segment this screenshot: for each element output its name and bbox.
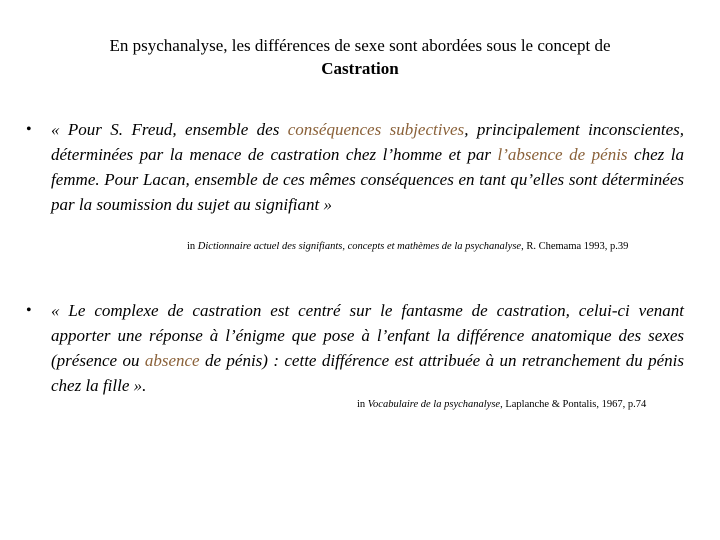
quote-text: chez la femme. Pour Lacan, ensemble de ces mêmes conséquences en tant qu’elles sont déterminées par la soumission du sujet au signifiant »	[51, 145, 684, 214]
ref-suffix: , R. Chemama 1993, p.39	[521, 241, 629, 252]
reference-laplanche-pontalis	[357, 398, 646, 412]
highlight-absence: absence	[144, 351, 200, 370]
bullet-icon: •	[26, 121, 32, 138]
page-title	[0, 34, 720, 80]
bullet-icon: •	[26, 302, 32, 319]
highlight-consequences-subjectives: conséquences subjectives	[287, 120, 465, 139]
quote-text: , principalement inconscientes, déterminées par la menace de castration chez l’homme et par	[51, 120, 684, 164]
highlight-absence-de-penis: l’absence de pénis	[497, 145, 628, 164]
title-line-2: Castration	[321, 59, 399, 78]
reference-chemama	[187, 240, 628, 254]
quote-text: « Pour S. Freud, ensemble des	[51, 120, 288, 139]
ref-work-title: Vocabulaire de la psychanalyse	[367, 399, 501, 410]
quote-text: « Le complexe de castration est centré sur le fantasme de castration, celui-ci venant apporter une réponse à l’énigme que pose à l’enfant la différence anatomique des sexes (présence ou	[51, 301, 684, 370]
ref-suffix: , Laplanche & Pontalis, 1967, p.74	[500, 399, 647, 410]
ref-prefix: in	[357, 399, 368, 410]
title-line-1: En psychanalyse, les différences de sexe sont abordées sous le concept de	[109, 36, 611, 55]
quote-text: de pénis) : cette différence est attribuée à un retranchement du pénis chez la fille ».	[51, 351, 684, 395]
quote-complexe-castration	[51, 298, 684, 398]
ref-work-title: Dictionnaire actuel des signifiants, concepts et mathèmes de la psychanalyse	[197, 241, 522, 252]
quote-freud-lacan	[51, 117, 684, 217]
ref-prefix: in	[187, 241, 198, 252]
